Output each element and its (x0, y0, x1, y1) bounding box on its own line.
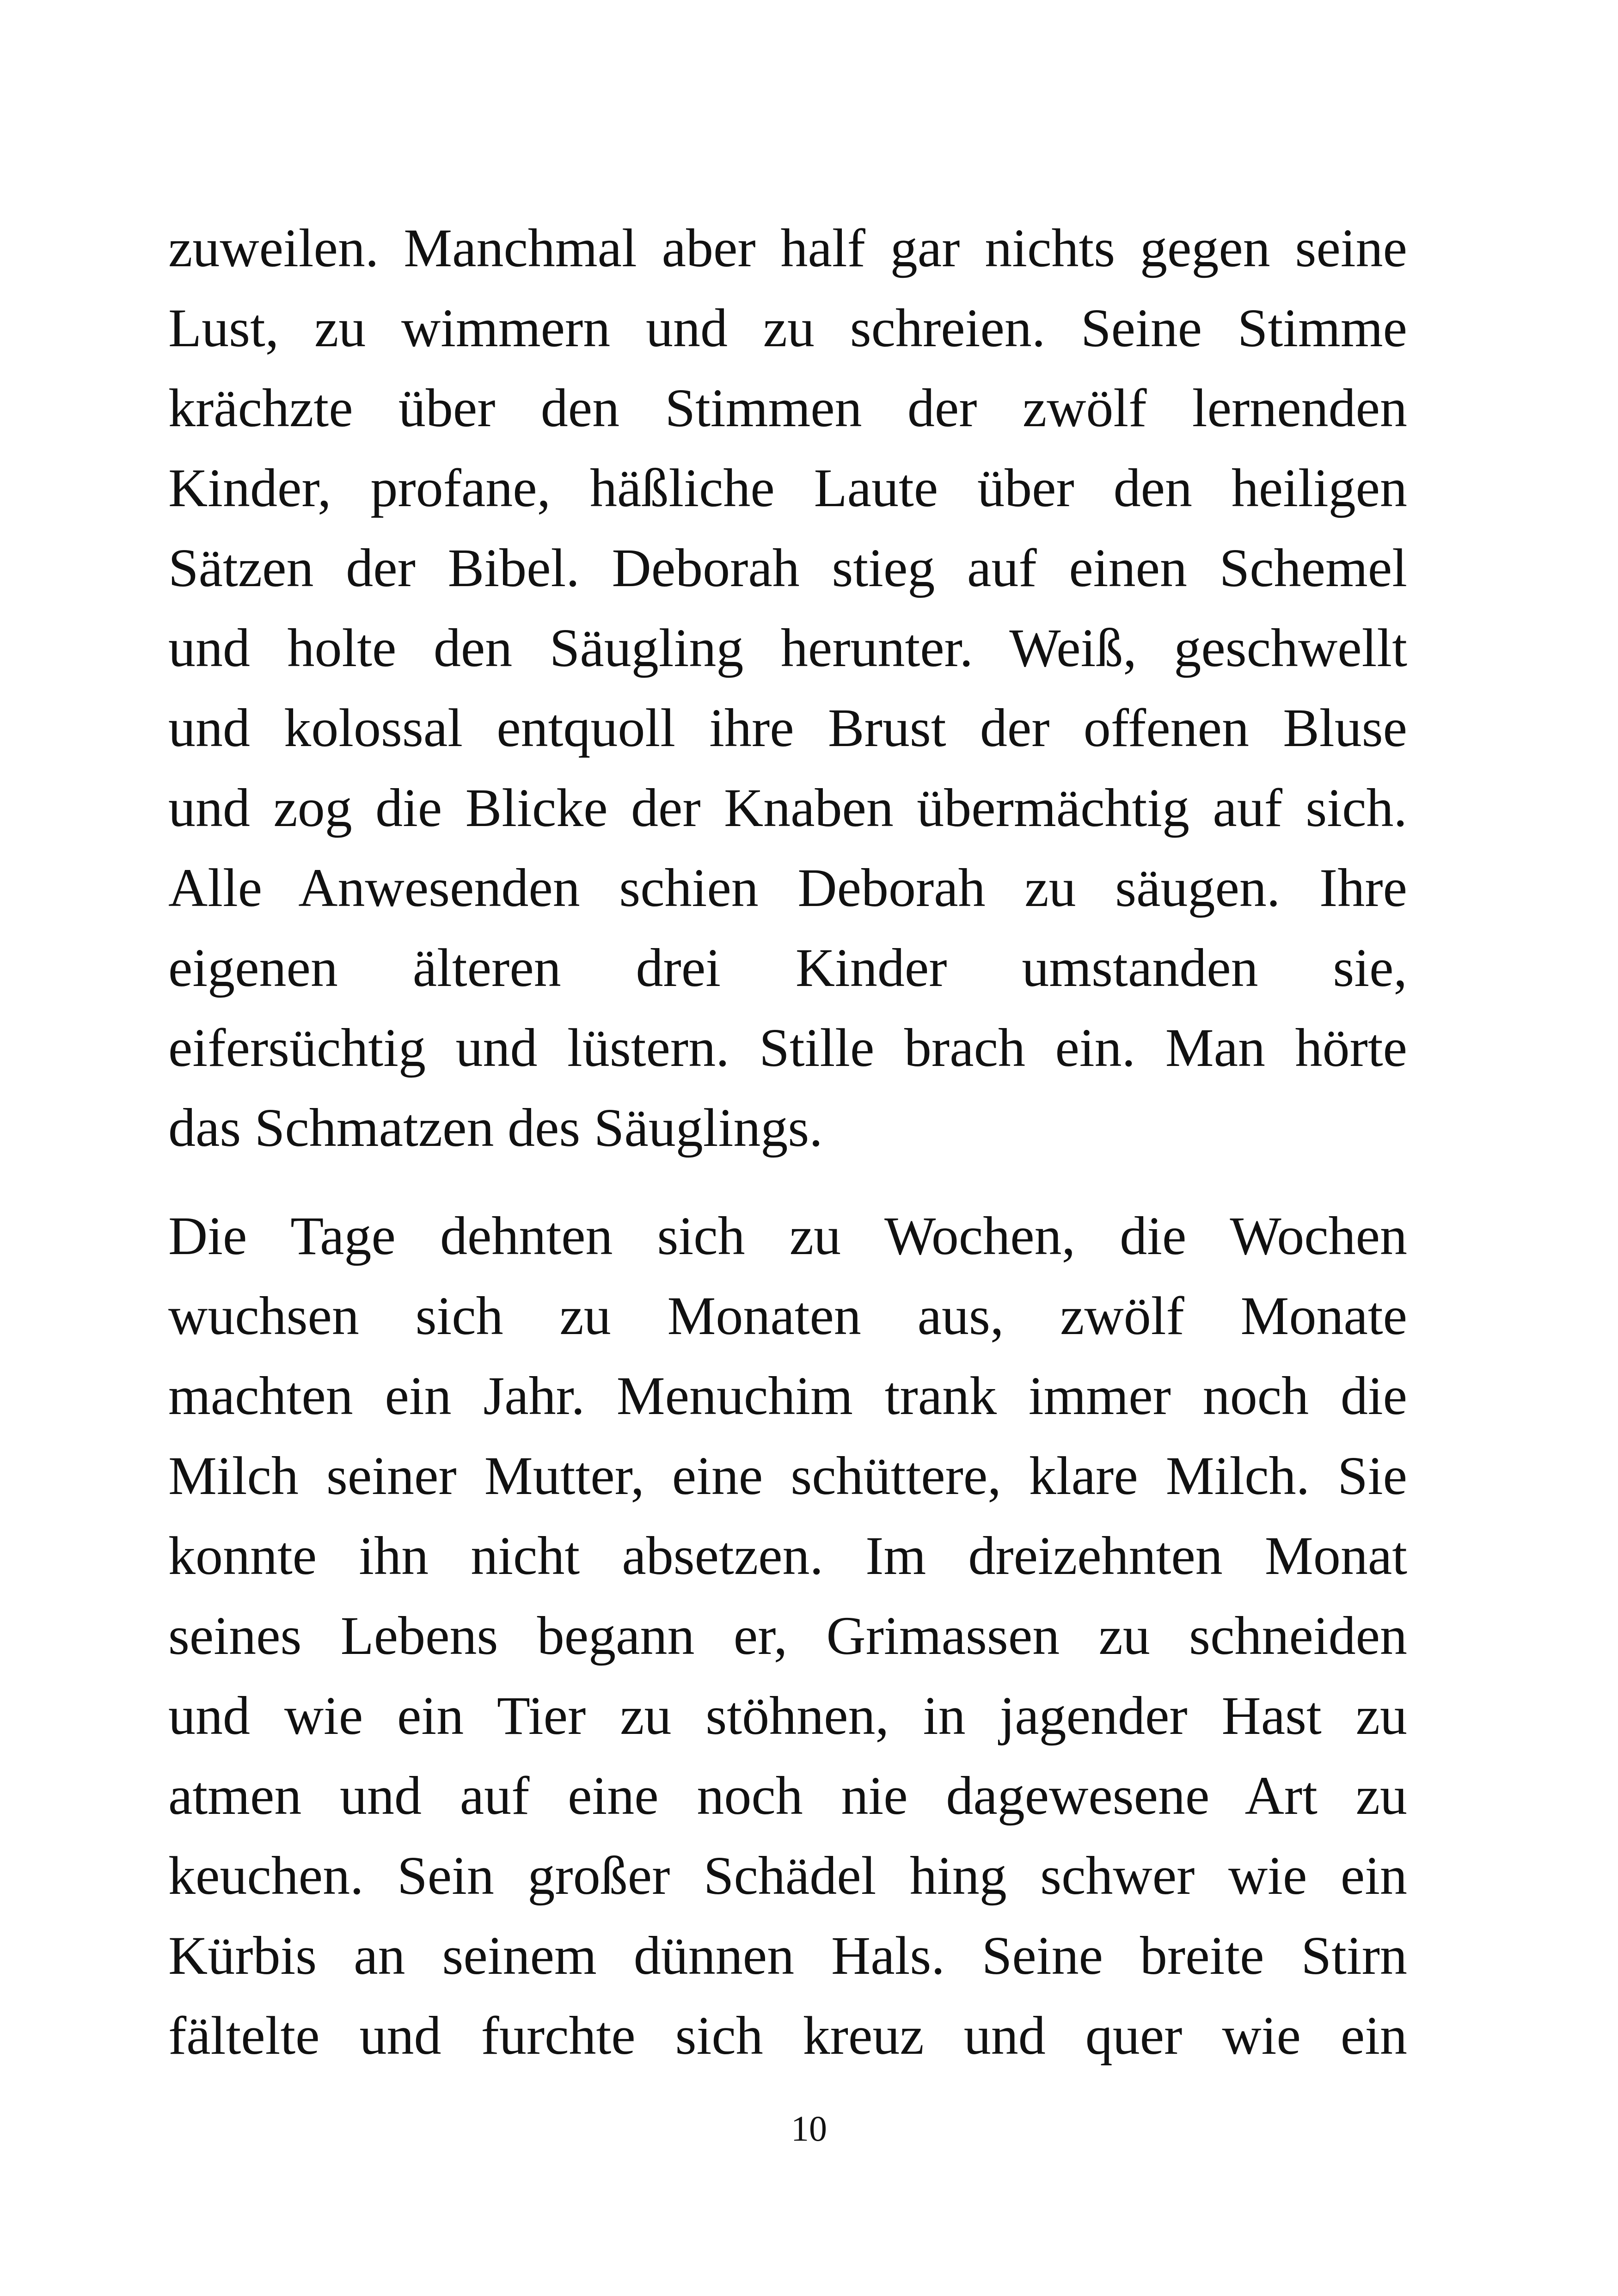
text-line: machten ein Jahr. Menuchim trank immer noch die (168, 1365, 1407, 1426)
text-line: seines Lebens begann er, Grimassen zu schneiden (168, 1605, 1407, 1666)
text-line: konnte ihn nicht absetzen. Im dreizehnten Monat (168, 1525, 1407, 1586)
text-line: Lust, zu wimmern und zu schreien. Seine Stimme (168, 298, 1407, 358)
text-line: wuchsen sich zu Monaten aus, zwölf Monate (168, 1286, 1407, 1346)
paragraph-1 (168, 208, 1407, 1168)
text-line: und holte den Säugling herunter. Weiß, geschwellt (168, 618, 1407, 678)
text-line: und wie ein Tier zu stöhnen, in jagender Hast zu (168, 1685, 1407, 1746)
paragraph-2 (168, 1196, 1407, 2076)
text-line: Kinder, profane, häßliche Laute über den heiligen (168, 458, 1407, 518)
text-line: atmen und auf eine noch nie dagewesene Art zu (168, 1765, 1407, 1826)
text-line: eifersüchtig und lüstern. Stille brach ein. Man hörte (168, 1017, 1407, 1078)
text-line: eigenen älteren drei Kinder umstanden sie, (168, 937, 1407, 998)
text-line: Kürbis an seinem dünnen Hals. Seine breite Stirn (168, 1925, 1407, 1986)
text-line: und kolossal entquoll ihre Brust der offenen Bluse (168, 698, 1407, 758)
text-line: krächzte über den Stimmen der zwölf lernenden (168, 378, 1407, 438)
text-line: Milch seiner Mutter, eine schüttere, klare Milch. Sie (168, 1445, 1407, 1506)
text-line: und zog die Blicke der Knaben übermächtig auf sich. (168, 778, 1407, 838)
text-line: Die Tage dehnten sich zu Wochen, die Wochen (168, 1206, 1407, 1266)
text-line: Sätzen der Bibel. Deborah stieg auf einen Schemel (168, 538, 1407, 598)
text-line: fältelte und furchte sich kreuz und quer wie ein (168, 2005, 1407, 2066)
text-line: zuweilen. Manchmal aber half gar nichts gegen seine (168, 218, 1407, 278)
page-number: 10 (791, 2108, 827, 2149)
text-line: keuchen. Sein großer Schädel hing schwer wie ein (168, 1845, 1407, 1906)
text-line: das Schmatzen des Säuglings. (168, 1097, 823, 1158)
text-line: Alle Anwesenden schien Deborah zu säugen. Ihre (168, 857, 1407, 918)
